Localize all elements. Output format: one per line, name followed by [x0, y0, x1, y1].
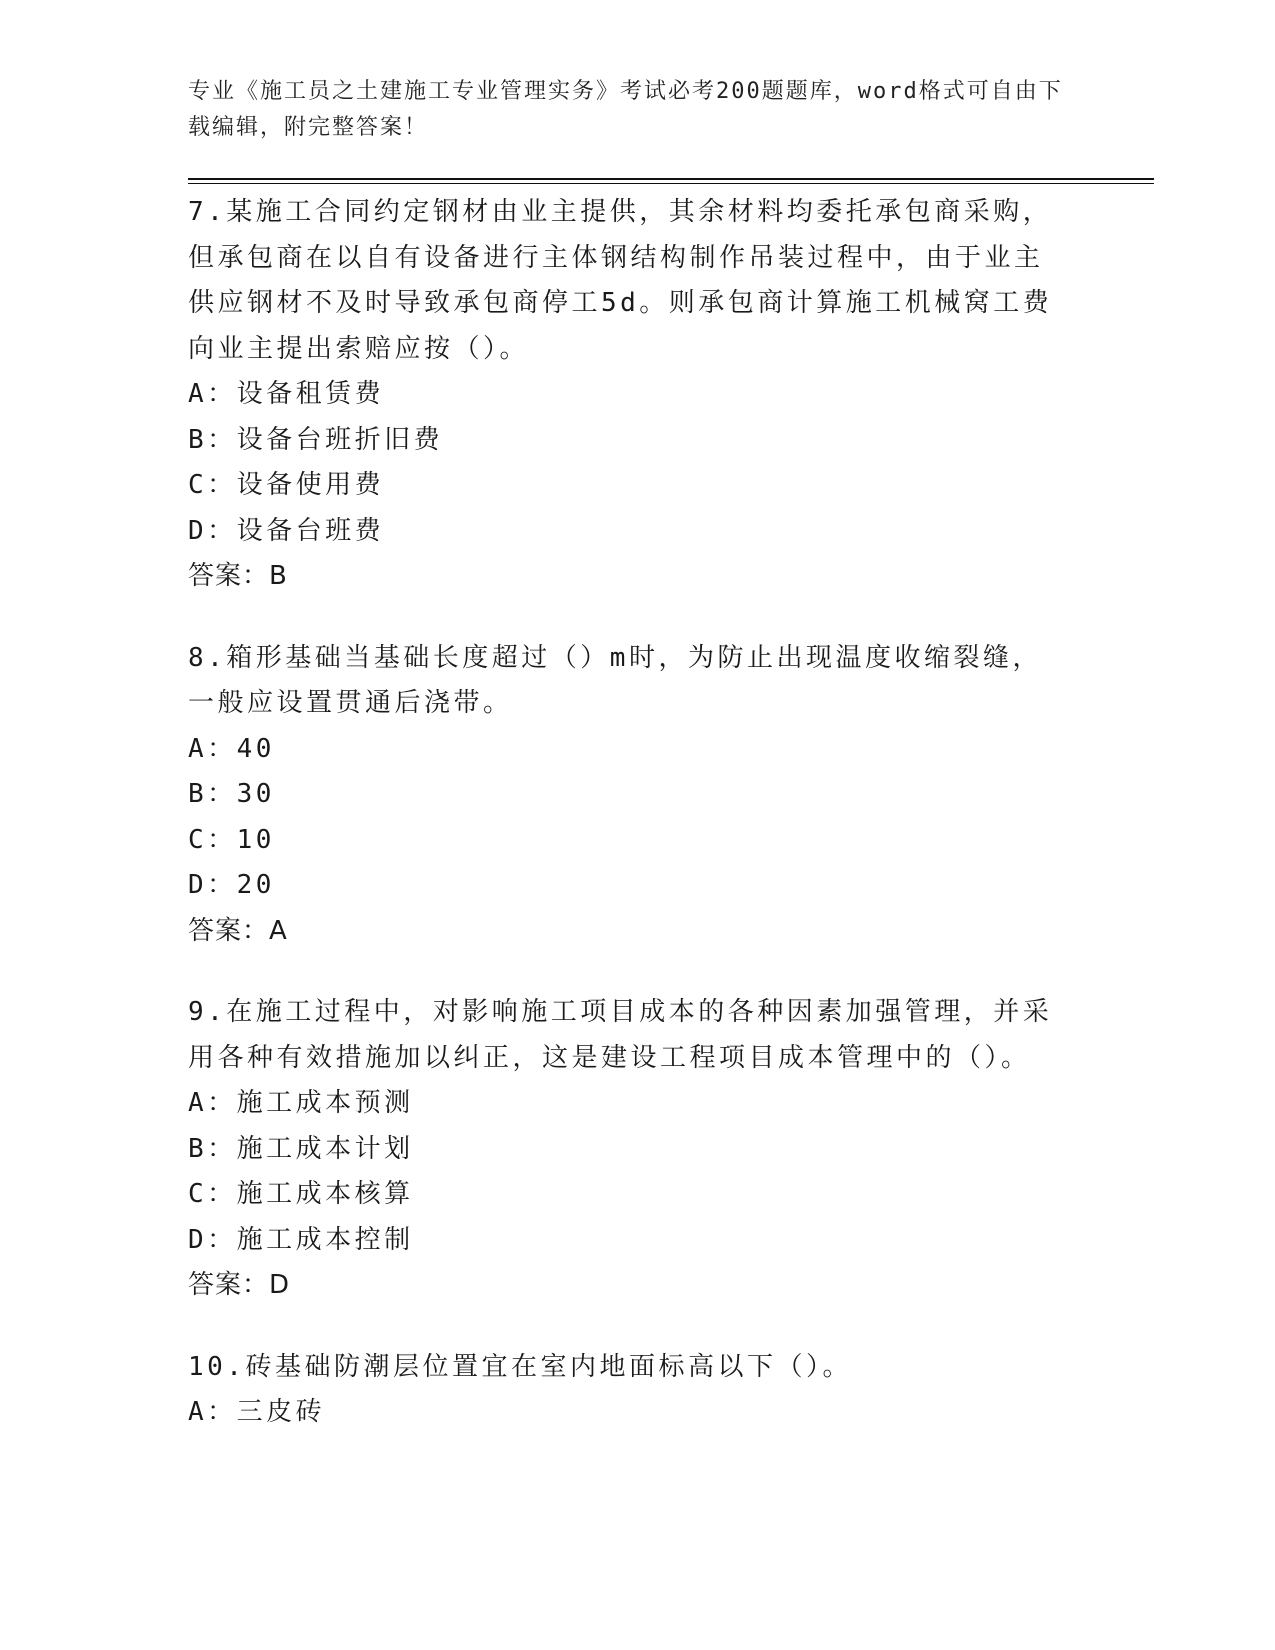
option-d: D：设备台班费 — [188, 515, 385, 546]
option-c: C：施工成本核算 — [188, 1179, 414, 1209]
option-a: A：三皮砖 — [188, 1397, 326, 1427]
option-a: A：设备租赁费 — [188, 379, 385, 409]
question-7 — [188, 190, 1088, 600]
option-b: B：设备台班折旧费 — [188, 424, 444, 455]
option-c: C：10 — [188, 824, 275, 855]
answer: 答案：B — [188, 561, 288, 591]
question-stem: 7.某施工合同约定钢材由业主提供，其余材料均委托承包商采购，但承包商在以自有设备进行主体钢结构制作吊装过程中，由于业主供应钢材不及时导致承包商停工5d。则承包商计算施工机械窝工费向业主提出索赔应按（）。 — [188, 197, 1053, 364]
option-b: B：施工成本计划 — [188, 1133, 414, 1164]
header-divider-thin — [188, 183, 1154, 184]
question-stem: 9.在施工过程中，对影响施工项目成本的各种因素加强管理，并采用各种有效措施加以纠正，这是建设工程项目成本管理中的（）。 — [188, 997, 1053, 1073]
question-10 — [188, 1345, 1088, 1436]
option-a: A：施工成本预测 — [188, 1088, 414, 1118]
answer: 答案：A — [188, 915, 288, 946]
answer: 答案：D — [188, 1270, 291, 1300]
question-9 — [188, 990, 1088, 1309]
option-c: C：设备使用费 — [188, 470, 385, 500]
question-8 — [188, 636, 1088, 955]
option-d: D：施工成本控制 — [188, 1224, 414, 1255]
question-list — [188, 190, 1088, 1472]
option-d: D：20 — [188, 870, 275, 900]
header-divider-thick — [188, 178, 1154, 180]
option-a: A：40 — [188, 733, 275, 764]
document-header: 专业《施工员之土建施工专业管理实务》考试必考200题题库，word格式可自由下载编辑，附完整答案！ — [188, 79, 1063, 140]
question-stem: 8.箱形基础当基础长度超过（）m时，为防止出现温度收缩裂缝，一般应设置贯通后浇带。 — [188, 642, 1042, 718]
question-stem: 10.砖基础防潮层位置宜在室内地面标高以下（）。 — [188, 1351, 852, 1382]
option-b: B：30 — [188, 779, 275, 809]
